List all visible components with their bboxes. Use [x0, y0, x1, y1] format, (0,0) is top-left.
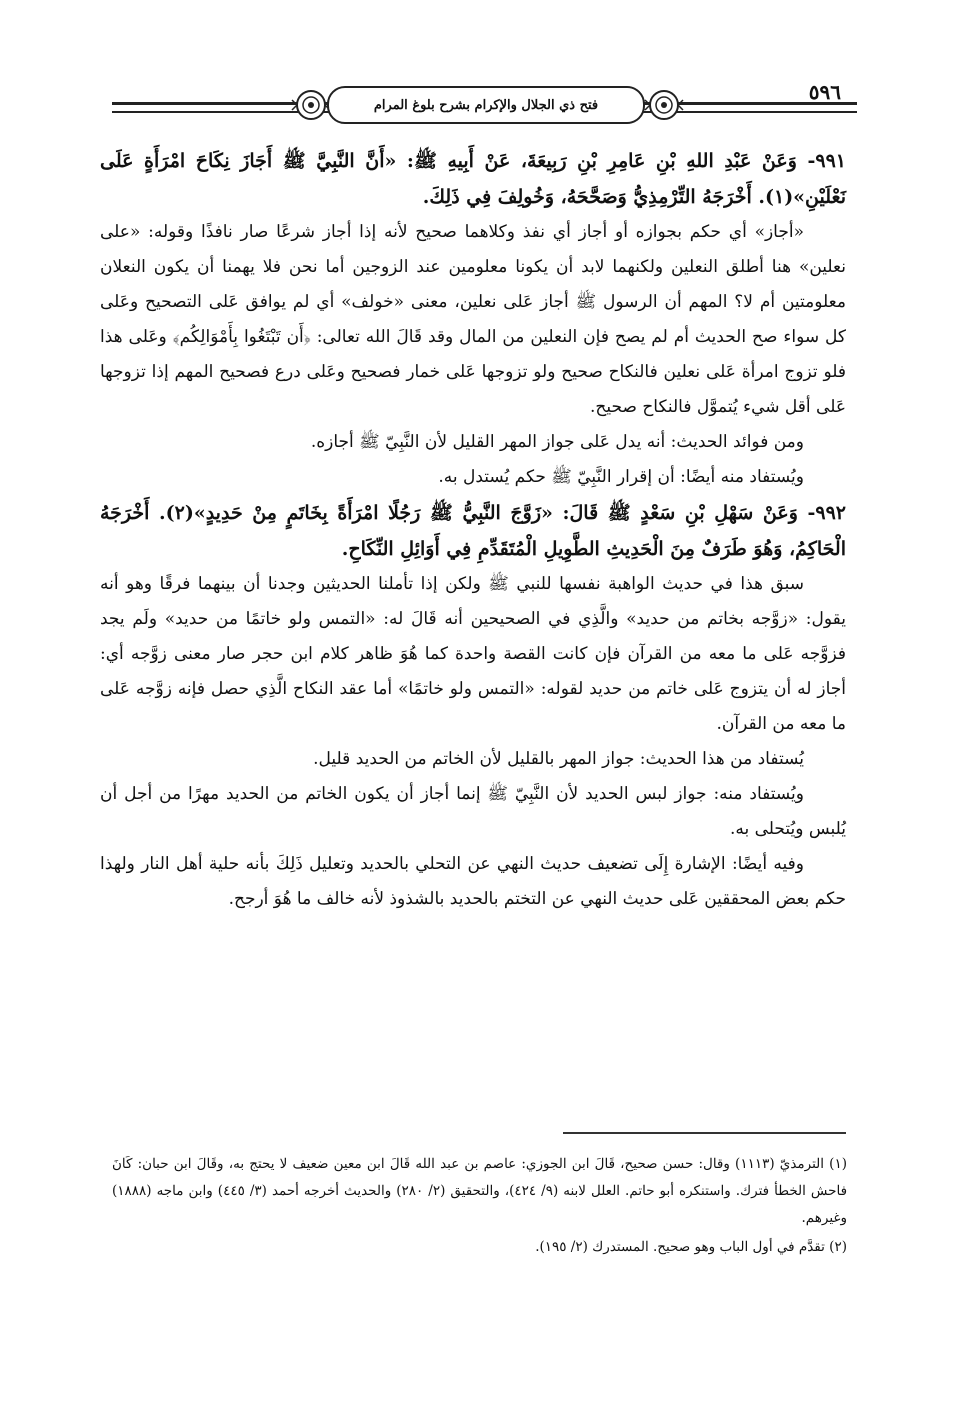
commentary-991-paragraph-1: «أجاز» أي حكم بجوازه أو أجاز أي نفذ وكلاهما صحيح لأنه إذا أجاز شرعًا صار نافذًا وقوله: «على نعلين» هنا أطلق النعلين ولكنهما لابد أن يكونا معلومين عند الزوجين أما نحن فلا يهمنا أن يكون النعلان معلومتين أم لا؟ المهم أن الرسول ﷺ أجاز عَلى نعلين، معنى «خولف» أي لم يوافق عَلى التصحيح وعَلى كل سواء صح الحديث أم لم يصح فإن النعلين من المال وقد قَالَ الله تعالى: ﴿أَن تَبْتَغُوا بِأَمْوَالِكُم﴾ وعَلى هذا فلو تزوج امرأة عَلى نعلين فالنكاح صحيح ولو تزوجها عَلى خمار فصحيح وعَلى درع فصحيح المهم إذا تزوجها عَلى أقل شيء يُتموَّل فالنكاح صحيح. [100, 222, 846, 417]
hadith-992: ٩٩٢- وَعَنْ سَهْلِ بْنِ سَعْدٍ ﷺ قَالَ: «زَوَّجَ النَّبِيُّ ﷺ رَجُلًا امْرَأَةً بِخَاتَمٍ مِنْ حَدِيدٍ»(٢). أَخْرَجَهُ الْحَاكِمُ، وَهُوَ طَرَفٌ مِنَ الْحَدِيثِ الطَّوِيلِ الْمُتَقَدِّمِ فِي أَوَائِلِ النِّكَاحِ. [100, 502, 846, 560]
commentary-992-benefit-2: ويُستفاد منه: جواز لبس الحديد لأن النَّبِيّ ﷺ إنما أجاز أن يكون الخاتم من الحديد مهرًا من أجل أن يُلبس ويُتحلى به. [100, 784, 846, 839]
page-header [112, 80, 857, 122]
footnotes [112, 1151, 847, 1261]
footnote-separator [563, 1132, 846, 1134]
header-ornament-right-icon [643, 86, 685, 124]
commentary-992-benefit-1: يُستفاد من هذا الحديث: جواز المهر بالقليل لأن الخاتم من الحديد قليل. [313, 749, 804, 769]
page-number: ٥٩٦ [808, 80, 841, 104]
book-title: فتح ذي الجلال والإكرام بشرح بلوغ المرام [327, 86, 645, 124]
hadith-991: ٩٩١- وَعَنْ عَبْدِ اللهِ بْنِ عَامِرِ بْنِ رَبِيعَةَ، عَنْ أَبِيهِ ﷺ: «أَنَّ النَّبِيَّ ﷺ أَجَازَ نِكَاحَ امْرَأَةٍ عَلَى نَعْلَيْنِ»(١). أَخْرَجَهُ التِّرْمِذِيُّ وَصَحَّحَهُ، وَخُولِفَ فِي ذَلِكَ. [100, 150, 846, 208]
header-ornament-left-icon [290, 86, 332, 124]
commentary-992-benefit-3: وفيه أيضًا: الإشارة إِلَى تضعيف حديث النهي عن التحلي بالحديد وتعليل ذَلِكَ بأنه حلية أهل النار ولهذا حكم بعض المحققين عَلى حديث النهي عن التختم بالحديد بالشذوذ لأنه خالف ما هُوَ أرجح. [100, 854, 846, 909]
commentary-991-benefits: ومن فوائد الحديث: أنه يدل عَلى جواز المهر القليل لأن النَّبِيّ ﷺ أجازه. [310, 432, 804, 452]
commentary-991-benefit-2: ويُستفاد منه أيضًا: أن إقرار النَّبِيّ ﷺ حكم يُستدل به. [438, 467, 804, 487]
footnote-1: (١) الترمذيّ (١١١٣) وقال: حسن صحيح، قَالَ ابن الجوزي: عاصم بن عبد الله قَالَ ابن معين ضعيف لا يحتج به، وقَالَ ابن حبان: كَانَ فاحش الخطأ فترك. واستنكره أبو حاتم. العلل لابنه (٩/ ٤٢٤)، والتحقيق (٢/ ٢٨٠) والحديث أخرجه أحمد (٣/ ٤٤٥) وابن ماجه (١٨٨٨) وغيرهم. [112, 1156, 848, 1226]
page-body [100, 143, 846, 917]
footnote-2: (٢) تقدَّم في أول الباب وهو صحيح. المستدرك (٢/ ١٩٥). [535, 1239, 847, 1255]
commentary-992-paragraph-1: سبق هذا في حديث الواهبة نفسها للنبي ﷺ ولكن إذا تأملنا الحديثين وجدنا أن بينهما فرقًا وهو أنه يقول: «زوَّجه بخاتم من حديد» والَّذِي في الصحيحين أنه قَالَ له: «التمس ولو خاتمًا من حديد» ولَم يجد فزوَّجه عَلى ما معه من القرآن فإن كانت القصة واحدة كما هُوَ ظاهر كلام ابن حجر صار معنى زوَّجه أي: أجاز له أن يتزوج عَلى خاتم من حديد لقوله: «التمس ولو خاتمًا» أما عقد النكاح الَّذِي حصل فإنه زوَّجه عَلى ما معه من القرآن. [100, 574, 846, 734]
